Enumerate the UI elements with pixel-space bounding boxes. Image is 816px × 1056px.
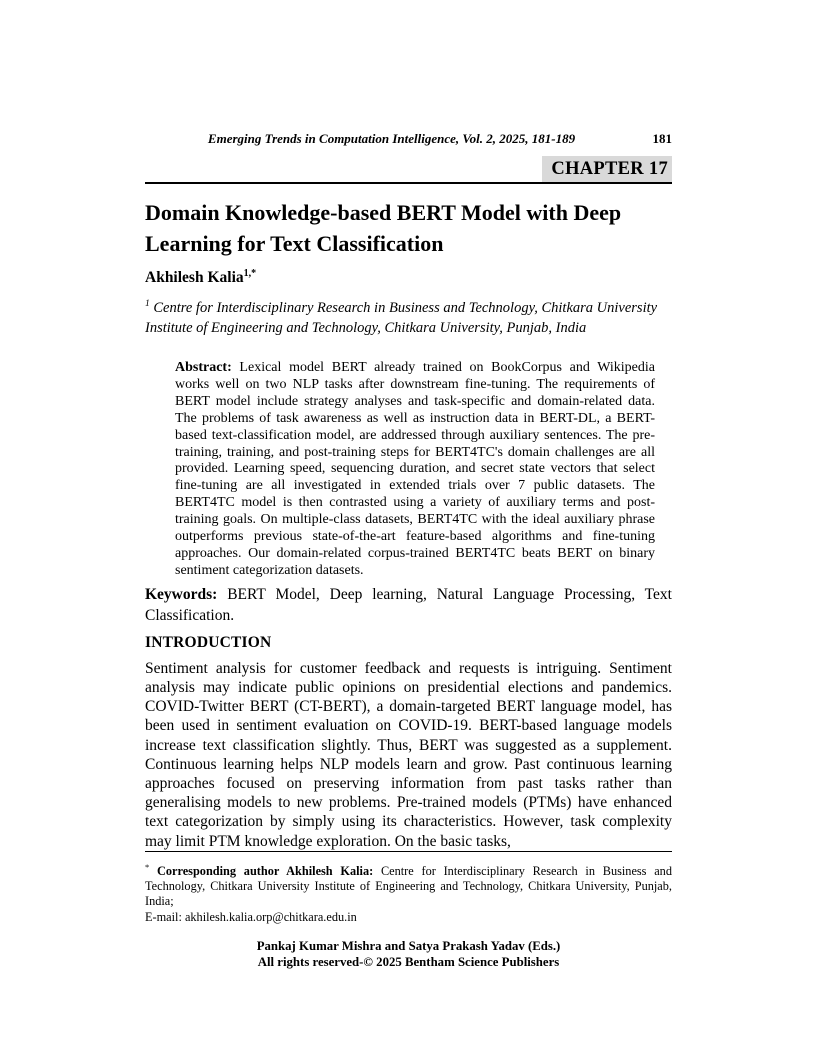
author-superscript: 1,* bbox=[243, 268, 257, 279]
running-header-title: Emerging Trends in Computation Intelligence, Vol. 2, 2025, 181-189 bbox=[207, 131, 576, 146]
affiliation-text: Centre for Interdisciplinary Research in Business and Technology, Chitkara University Institute of Engineering and Technology, Chitkara University, Punjab, India bbox=[145, 299, 658, 336]
author-line bbox=[145, 268, 672, 287]
footnote-text: Centre for Interdisciplinary Research in Business and Technology, Chitkara University Institute of Engineering and Technology, Chitkara University, Punjab, India; bbox=[145, 863, 672, 909]
footnote-marker: * bbox=[145, 861, 150, 872]
abstract-text: Lexical model BERT already trained on BookCorpus and Wikipedia works well on two NLP tasks after downstream fine-tuning. The requirements of BERT model include strategy analyses and task-specific and domain-related data. The problems of task awareness as well as instruction data in BERT-DL, a BERT-based text-classification model, are addressed through auxiliary sentences. The pre-training, training, and post-training steps for BERT4TC's domain challenges are all provided. Learning speed, sequencing duration, and secret state vectors that select fine-tuning are all investigated in extended trials over 7 public datasets. The BERT4TC model is then contrasted using a variety of auxiliary terms and post-training goals. On multiple-class datasets, BERT4TC with the ideal auxiliary phrase outperforms previous state-of-the-art feature-based algorithms and fine-tuning approaches. Our domain-related corpus-trained BERT4TC beats BERT on binary sentiment categorization datasets. bbox=[175, 359, 655, 578]
publisher-rights-line: All rights reserved-© 2025 Bentham Science Publishers bbox=[257, 955, 560, 970]
publisher-block bbox=[145, 938, 672, 970]
keywords-text: BERT Model, Deep learning, Natural Language Processing, Text Classification. bbox=[145, 585, 672, 624]
footnote bbox=[145, 860, 672, 925]
footnote-rule bbox=[145, 851, 672, 852]
chapter-badge: CHAPTER 17 bbox=[542, 156, 672, 182]
keywords bbox=[145, 584, 672, 626]
footnote-bold-lead: Corresponding author Akhilesh Kalia: bbox=[149, 863, 374, 878]
author-name: Akhilesh Kalia bbox=[145, 269, 244, 287]
intro-paragraph: Sentiment analysis for customer feedback and requests is intriguing. Sentiment analysis may indicate public opinions on presidential elections and pandemics. COVID-Twitter BERT (CT-BERT), a domain-targeted BERT language model, has been used in sentiment evaluation on COVID-19. BERT-based language models increase text classification slightly. Thus, BERT was suggested as a supplement. Continuous learning helps NLP models learn and grow. Past continuous learning approaches focused on preserving information from past tasks rather than generalising models to new problems. Pre-trained models (PTMs) have enhanced text categorization by simply using its characteristics. However, task complexity may limit PTM knowledge exploration. On the basic tasks, bbox=[145, 659, 672, 850]
running-header bbox=[145, 131, 672, 147]
publisher-editors-line: Pankaj Kumar Mishra and Satya Prakash Yadav (Eds.) bbox=[256, 939, 561, 954]
footnote-email-line: E-mail: akhilesh.kalia.orp@chitkara.edu.in bbox=[145, 909, 357, 924]
footnote-main bbox=[145, 860, 672, 910]
abstract-label: Abstract: bbox=[175, 359, 232, 375]
affiliation-superscript: 1 bbox=[145, 299, 150, 310]
keywords-label: Keywords: bbox=[145, 585, 218, 603]
chapter-header-rule bbox=[145, 156, 672, 184]
page-title: Domain Knowledge-based BERT Model with Deep Learning for Text Classification bbox=[145, 200, 622, 256]
abstract bbox=[175, 360, 655, 580]
page-number: 181 bbox=[652, 131, 672, 146]
affiliation bbox=[145, 294, 672, 338]
section-heading-introduction: INTRODUCTION bbox=[145, 633, 272, 651]
